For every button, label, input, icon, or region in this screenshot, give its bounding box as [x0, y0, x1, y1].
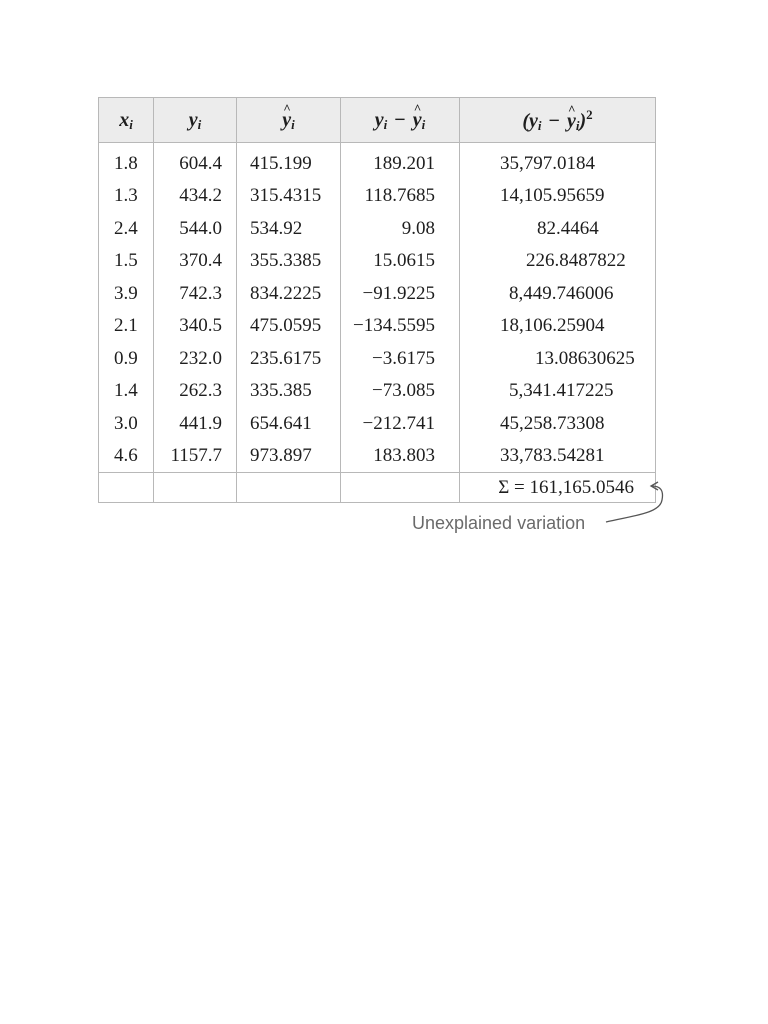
- cell-y: 370.4: [154, 245, 237, 278]
- cell-residual: 9.08: [341, 212, 460, 245]
- sum-empty-cell: [341, 473, 460, 503]
- cell-y: 604.4: [154, 143, 237, 180]
- squared-residual-value: 35,797.0184: [500, 152, 595, 174]
- cell-residual: −73.085: [341, 375, 460, 408]
- table-row: [99, 440, 656, 473]
- cell-x: 4.6: [99, 440, 154, 473]
- cell-x: 1.4: [99, 375, 154, 408]
- cell-squared-residual: [460, 143, 656, 180]
- table-row: [99, 407, 656, 440]
- cell-y-hat: 475.0595: [237, 310, 341, 343]
- cell-y-hat: 415.199: [237, 143, 341, 180]
- cell-residual: 118.7685: [341, 180, 460, 213]
- cell-y: 1157.7: [154, 440, 237, 473]
- table-row: [99, 245, 656, 278]
- squared-residual-value: 8,449.746006: [509, 282, 614, 304]
- cell-y-hat: 355.3385: [237, 245, 341, 278]
- cell-residual: −212.741: [341, 407, 460, 440]
- cell-y: 441.9: [154, 407, 237, 440]
- cell-y: 434.2: [154, 180, 237, 213]
- unexplained-variation-label: Unexplained variation: [412, 513, 586, 533]
- squared-residual-value: 82.4464: [537, 217, 599, 239]
- header-y: $y_i$: [154, 98, 237, 143]
- cell-residual: 189.201: [341, 143, 460, 180]
- squared-residual-value: 33,783.54281: [500, 445, 605, 467]
- squared-residual-value: 18,106.25904: [500, 315, 605, 337]
- cell-squared-residual: [460, 212, 656, 245]
- callout-arrow: [600, 470, 680, 540]
- cell-x: 1.3: [99, 180, 154, 213]
- squared-residual-value: 5,341.417225: [509, 380, 614, 402]
- cell-residual: −134.5595: [341, 310, 460, 343]
- cell-residual: 15.0615: [341, 245, 460, 278]
- cell-residual: −3.6175: [341, 342, 460, 375]
- cell-y: 340.5: [154, 310, 237, 343]
- cell-squared-residual: [460, 245, 656, 278]
- cell-x: 2.4: [99, 212, 154, 245]
- header-row: [99, 98, 656, 143]
- cell-squared-residual: [460, 375, 656, 408]
- cell-x: 1.8: [99, 143, 154, 180]
- cell-y-hat: 534.92: [237, 212, 341, 245]
- sum-total: Σ = 161,165.0546: [460, 473, 656, 503]
- header-y-hat: ^ $y_i$: [237, 98, 341, 143]
- cell-y: 742.3: [154, 277, 237, 310]
- cell-y-hat: 973.897: [237, 440, 341, 473]
- cell-squared-residual: [460, 277, 656, 310]
- squared-residual-value: 45,258.73308: [500, 412, 605, 434]
- cell-squared-residual: [460, 310, 656, 343]
- cell-y-hat: 335.385: [237, 375, 341, 408]
- table-row: [99, 143, 656, 180]
- table-row: [99, 277, 656, 310]
- table-row: [99, 212, 656, 245]
- cell-x: 1.5: [99, 245, 154, 278]
- cell-y-hat: 834.2225: [237, 277, 341, 310]
- squared-residual-value: 226.8487822: [526, 250, 626, 272]
- header-squared-residual: ($y_i$ −^ $y_i)^2$: [460, 98, 656, 143]
- cell-y-hat: 315.4315: [237, 180, 341, 213]
- table-row: [99, 180, 656, 213]
- squared-residual-value: 13.08630625: [535, 347, 635, 369]
- cell-residual: −91.9225: [341, 277, 460, 310]
- header-x: $x_i$: [99, 98, 154, 143]
- sum-empty-cell: [99, 473, 154, 503]
- cell-x: 0.9: [99, 342, 154, 375]
- cell-squared-residual: [460, 342, 656, 375]
- sum-empty-cell: [154, 473, 237, 503]
- cell-x: 3.0: [99, 407, 154, 440]
- sum-row: [99, 473, 656, 503]
- cell-y: 262.3: [154, 375, 237, 408]
- cell-y-hat: 654.641: [237, 407, 341, 440]
- table-row: [99, 375, 656, 408]
- cell-squared-residual: [460, 407, 656, 440]
- cell-squared-residual: [460, 180, 656, 213]
- cell-x: 2.1: [99, 310, 154, 343]
- regression-residuals-table: [98, 97, 656, 503]
- header-residual: $y_i$ −^ $y_i$: [341, 98, 460, 143]
- cell-y: 232.0: [154, 342, 237, 375]
- cell-residual: 183.803: [341, 440, 460, 473]
- cell-y-hat: 235.6175: [237, 342, 341, 375]
- cell-y: 544.0: [154, 212, 237, 245]
- cell-x: 3.9: [99, 277, 154, 310]
- squared-residual-value: 14,105.95659: [500, 185, 605, 207]
- table-row: [99, 342, 656, 375]
- sum-empty-cell: [237, 473, 341, 503]
- cell-squared-residual: [460, 440, 656, 473]
- table-row: [99, 310, 656, 343]
